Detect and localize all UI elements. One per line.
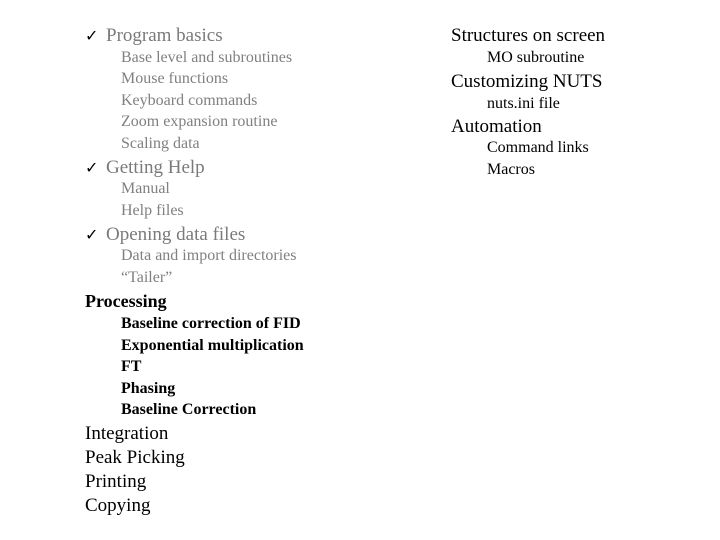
section-structures-on-screen: Structures on screen <box>451 25 606 46</box>
list-item: Command links <box>487 139 589 156</box>
section-label: Getting Help <box>106 157 205 178</box>
section-integration: Integration <box>85 423 169 444</box>
check-mark-icon: ✓ <box>85 26 99 45</box>
list-item: Baseline Correction <box>121 401 257 418</box>
list-item: Phasing <box>121 380 176 397</box>
list-item: Scaling data <box>121 135 200 152</box>
list-item: Baseline correction of FID <box>121 315 301 332</box>
check-mark-icon: ✓ <box>85 158 99 177</box>
list-item: Keyboard commands <box>121 92 258 109</box>
list-item: Mouse functions <box>121 70 229 87</box>
check-mark-icon: ✓ <box>85 225 99 244</box>
list-item: Manual <box>121 180 170 197</box>
list-item: Exponential multiplication <box>121 337 304 354</box>
section-label: Opening data files <box>106 224 246 245</box>
list-item: Help files <box>121 202 184 219</box>
section-customizing-nuts: Customizing NUTS <box>451 71 603 92</box>
list-item: “Tailer” <box>121 269 173 286</box>
section-getting-help <box>85 158 205 177</box>
section-processing: Processing <box>85 291 167 311</box>
list-item: MO subroutine <box>487 49 585 66</box>
section-opening-data-files <box>85 225 245 244</box>
section-copying: Copying <box>85 495 151 516</box>
section-automation: Automation <box>451 116 542 137</box>
section-printing: Printing <box>85 471 147 492</box>
list-item: Macros <box>487 161 535 178</box>
list-item: nuts.ini file <box>487 95 560 112</box>
section-label: Program basics <box>106 25 223 46</box>
list-item: Zoom expansion routine <box>121 113 278 130</box>
section-program-basics <box>85 26 223 45</box>
list-item: Base level and subroutines <box>121 49 293 66</box>
section-peak-picking: Peak Picking <box>85 447 185 468</box>
list-item: Data and import directories <box>121 247 297 264</box>
list-item: FT <box>121 358 142 375</box>
